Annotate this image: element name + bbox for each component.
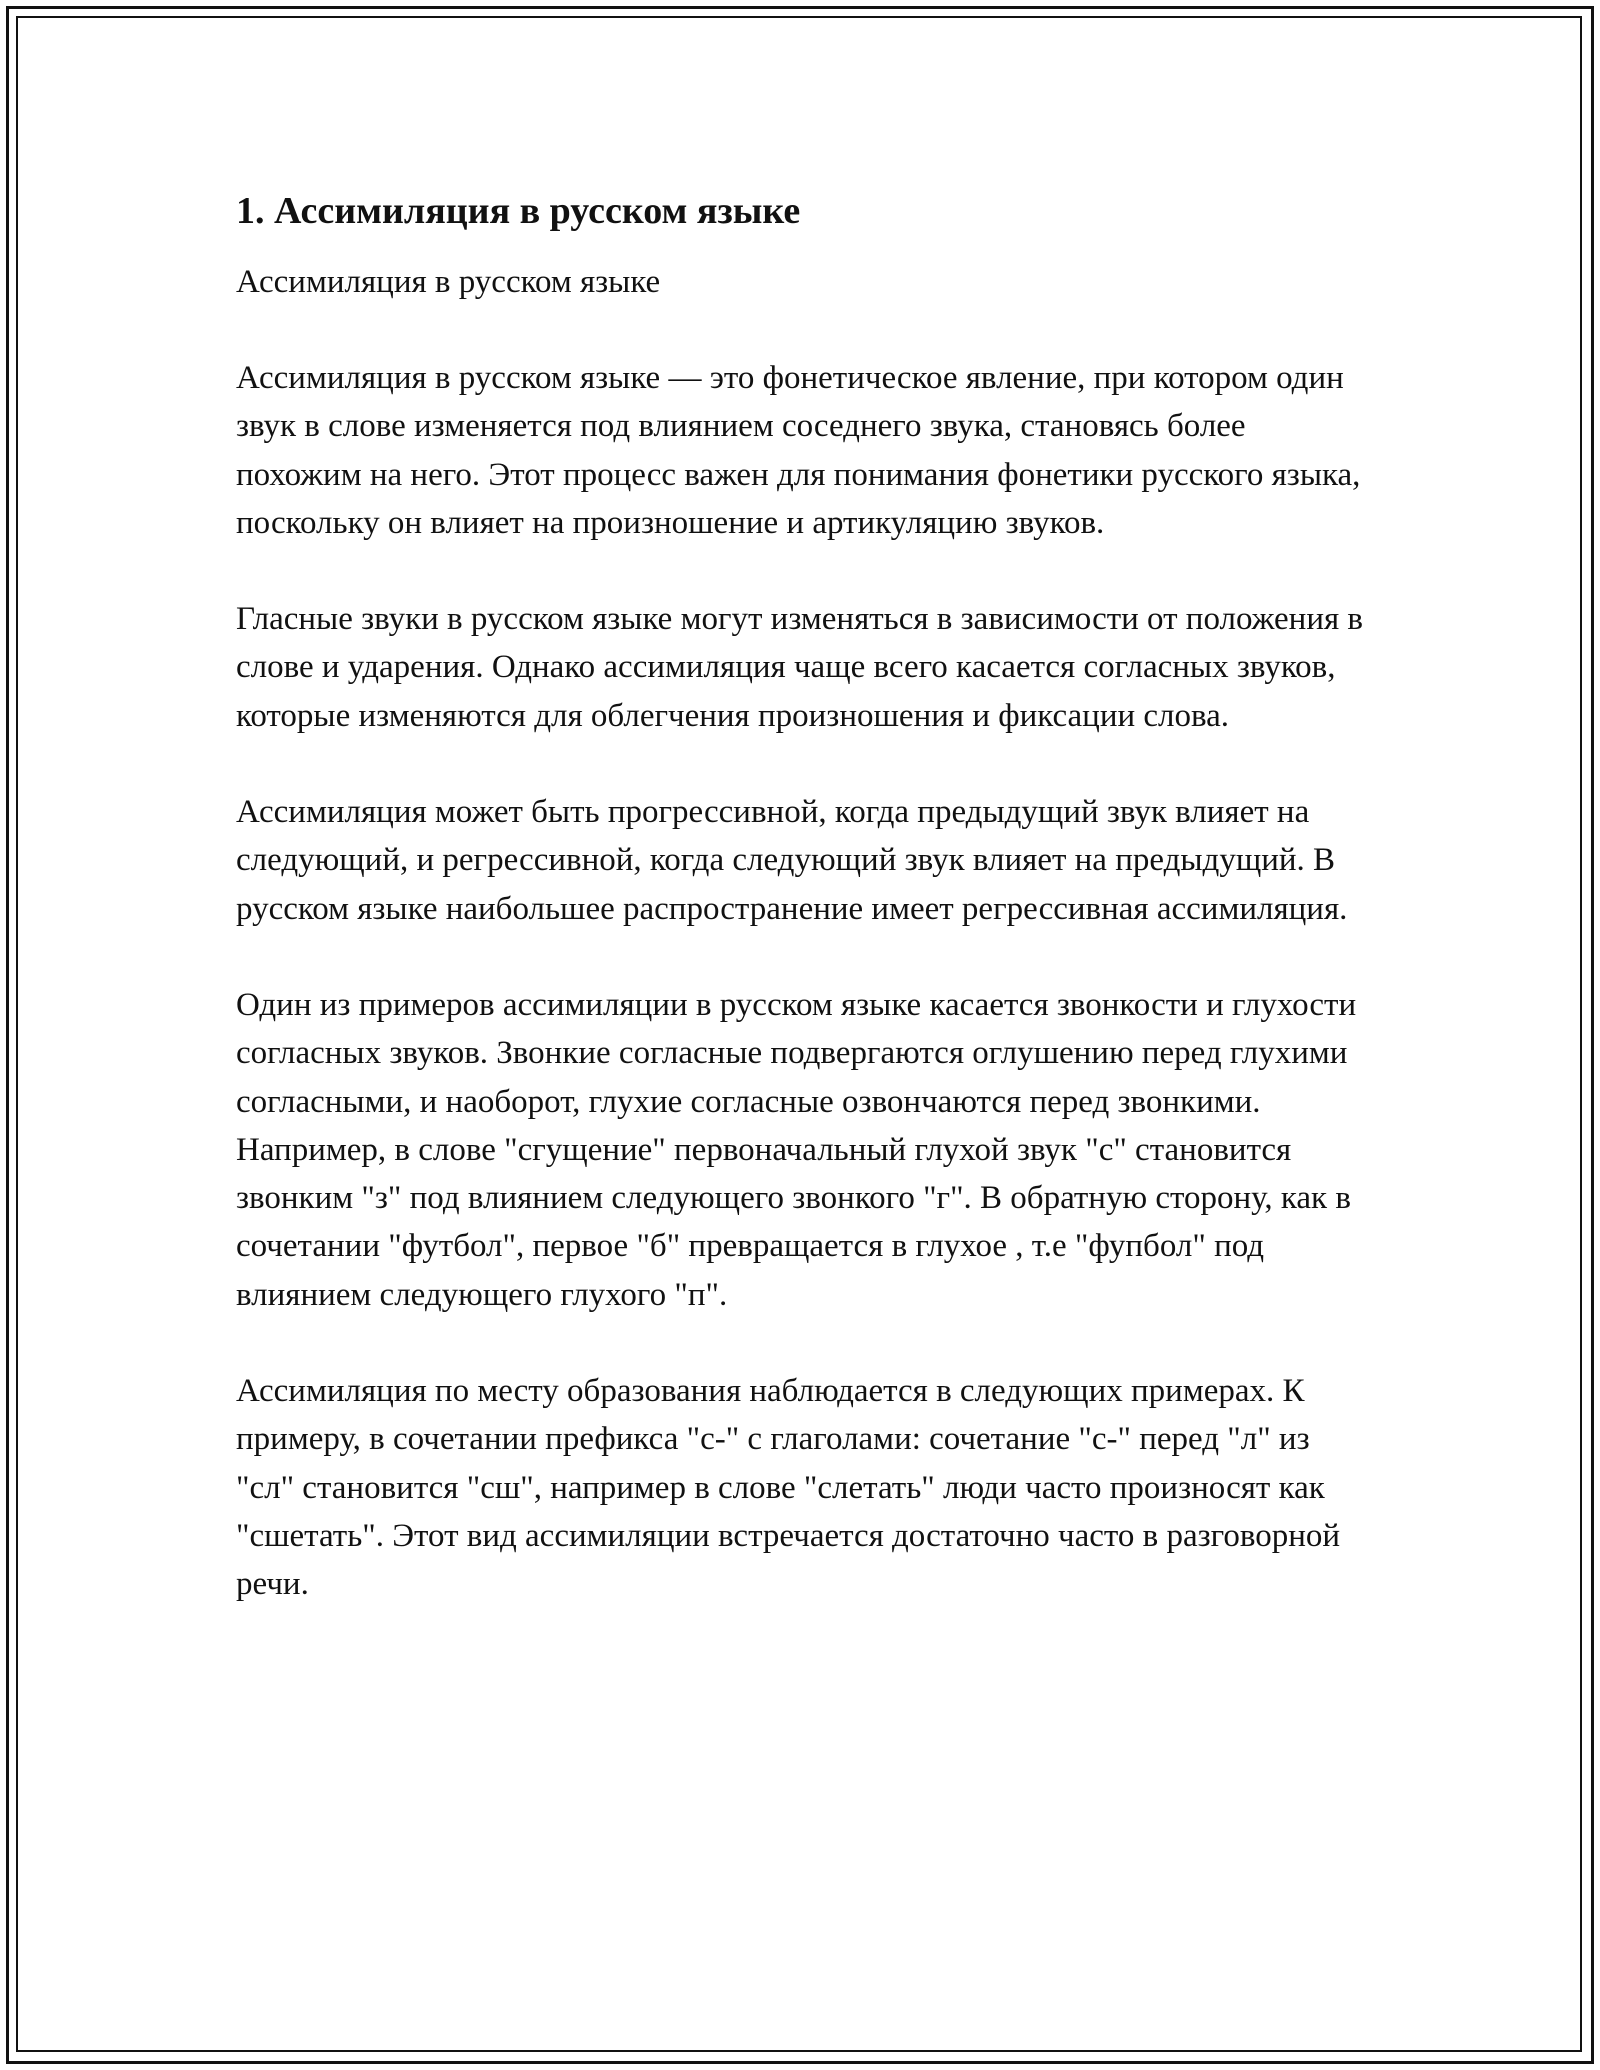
paragraph-definition: Ассимиляция в русском языке — это фонетическое явление, при котором один звук в слове изменяется под влиянием соседнего звука, становясь более похожим на него. Этот процесс важен для понимания фонетики русского языка, поскольку он влияет на произношение и артикуляцию звуков. bbox=[236, 360, 1361, 541]
document-subtitle: Ассимиляция в русском языке bbox=[236, 264, 661, 300]
paragraph-types: Ассимиляция может быть прогрессивной, когда предыдущий звук влияет на следующий, и регрессивной, когда следующий звук влияет на предыдущий. В русском языке наибольшее распространение имеет регрессивная ассимиляция. bbox=[236, 794, 1348, 927]
paragraph-place: Ассимиляция по месту образования наблюдается в следующих примерах. К примеру, в сочетании префикса "с-" с глаголами: сочетание "с-" перед "л" из "сл" становится "сш", например в слове "слетать" люди часто произносят как "сшетать". Этот вид ассимиляции встречается достаточно часто в разговорной речи. bbox=[236, 1373, 1341, 1603]
paragraph-vowels: Гласные звуки в русском языке могут изменяться в зависимости от положения в слове и ударения. Однако ассимиляция чаще всего касается согласных звуков, которые изменяются для облегчения произношения и фиксации слова. bbox=[236, 601, 1363, 734]
paragraph-voicing: Один из примеров ассимиляции в русском языке касается звонкости и глухости согласных звуков. Звонкие согласные подвергаются оглушению перед глухими согласными, и наоборот, глухие согласные озвончаются перед звонкими. Например, в слове "сгущение" первоначальный глухой звук "с" становится звонким "з" под влиянием следующего звонкого "г". В обратную сторону, как в сочетании "футбол", первое "б" превращается в глухое , т.е "фупбол" под влиянием следующего глухого "п". bbox=[236, 986, 1357, 1313]
document-body bbox=[236, 186, 1366, 1609]
document-title: 1. Ассимиляция в русском языке bbox=[236, 190, 801, 232]
